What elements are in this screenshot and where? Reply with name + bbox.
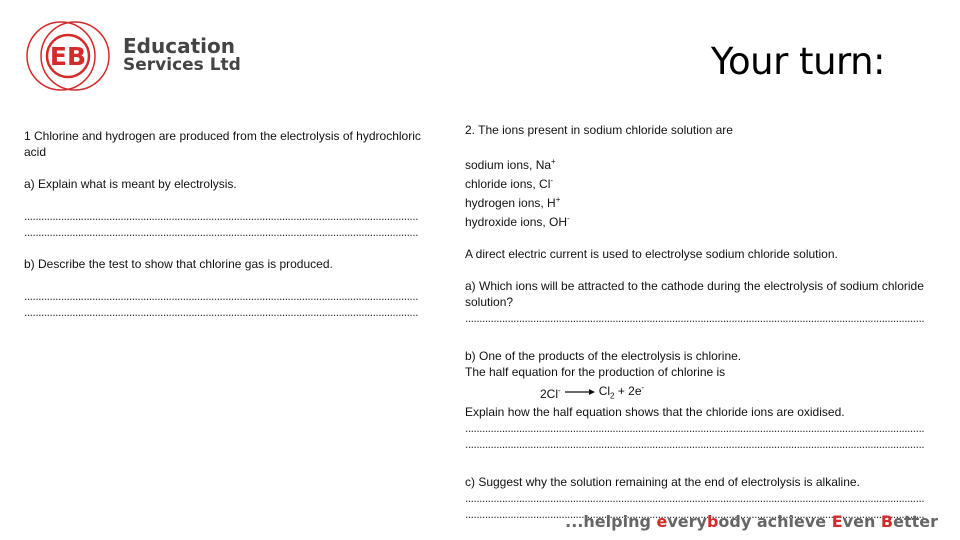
answer-line[interactable] xyxy=(465,436,925,452)
answer-line[interactable] xyxy=(24,288,419,304)
logo-rings-icon xyxy=(22,20,122,100)
logo-monogram: EB xyxy=(49,42,87,71)
ion-item: hydroxide ions, OH- xyxy=(465,214,570,229)
q2c-prompt: c) Suggest why the solution remaining at the end of electrolysis is alkaline. xyxy=(465,475,860,490)
q1-intro: 1 Chlorine and hydrogen are produced from the electrolysis of hydrochloric acid xyxy=(24,129,421,159)
page-title: Your turn: xyxy=(710,40,885,83)
q2a-prompt: a) Which ions will be attracted to the cathode during the electrolysis of sodium chloride solution? xyxy=(465,279,924,309)
ion-list xyxy=(465,154,930,230)
q1b-prompt: b) Describe the test to show that chlorine gas is produced. xyxy=(24,257,333,271)
q2b-line3: Explain how the half equation shows that the chloride ions are oxidised. xyxy=(465,405,845,420)
ion-item: sodium ions, Na+ xyxy=(465,157,556,172)
q2-intro: 2. The ions present in sodium chloride solution are xyxy=(465,123,733,137)
q1a-prompt: a) Explain what is meant by electrolysis. xyxy=(24,177,237,191)
ion-item: chloride ions, Cl- xyxy=(465,176,554,191)
logo xyxy=(22,20,252,100)
answer-line[interactable] xyxy=(24,208,419,224)
question-1 xyxy=(24,128,424,320)
q2-current-text: A direct electric current is used to electrolyse sodium chloride solution. xyxy=(465,247,838,261)
arrow-right-icon xyxy=(565,388,595,396)
question-2 xyxy=(465,122,930,522)
answer-line[interactable] xyxy=(465,420,925,436)
q2b-line2: The half equation for the production of chlorine is xyxy=(465,365,726,379)
q2b-line1: b) One of the products of the electrolysis is chlorine. xyxy=(465,349,742,363)
eq-reactant: 2Cl- xyxy=(540,385,561,401)
answer-line[interactable] xyxy=(24,224,419,240)
logo-text xyxy=(123,34,241,75)
logo-line2: Services Ltd xyxy=(123,55,241,75)
answer-line[interactable] xyxy=(24,304,419,320)
half-equation xyxy=(465,380,930,404)
answer-line[interactable] xyxy=(465,490,925,506)
eq-product: $Cl_2 + 2e^-$ xyxy=(598,383,645,401)
answer-line[interactable] xyxy=(465,310,925,326)
ion-item: hydrogen ions, H+ xyxy=(465,195,561,210)
tagline: ...helping everybody achieve Even Better xyxy=(565,512,938,531)
logo-line1: Education xyxy=(123,34,235,58)
